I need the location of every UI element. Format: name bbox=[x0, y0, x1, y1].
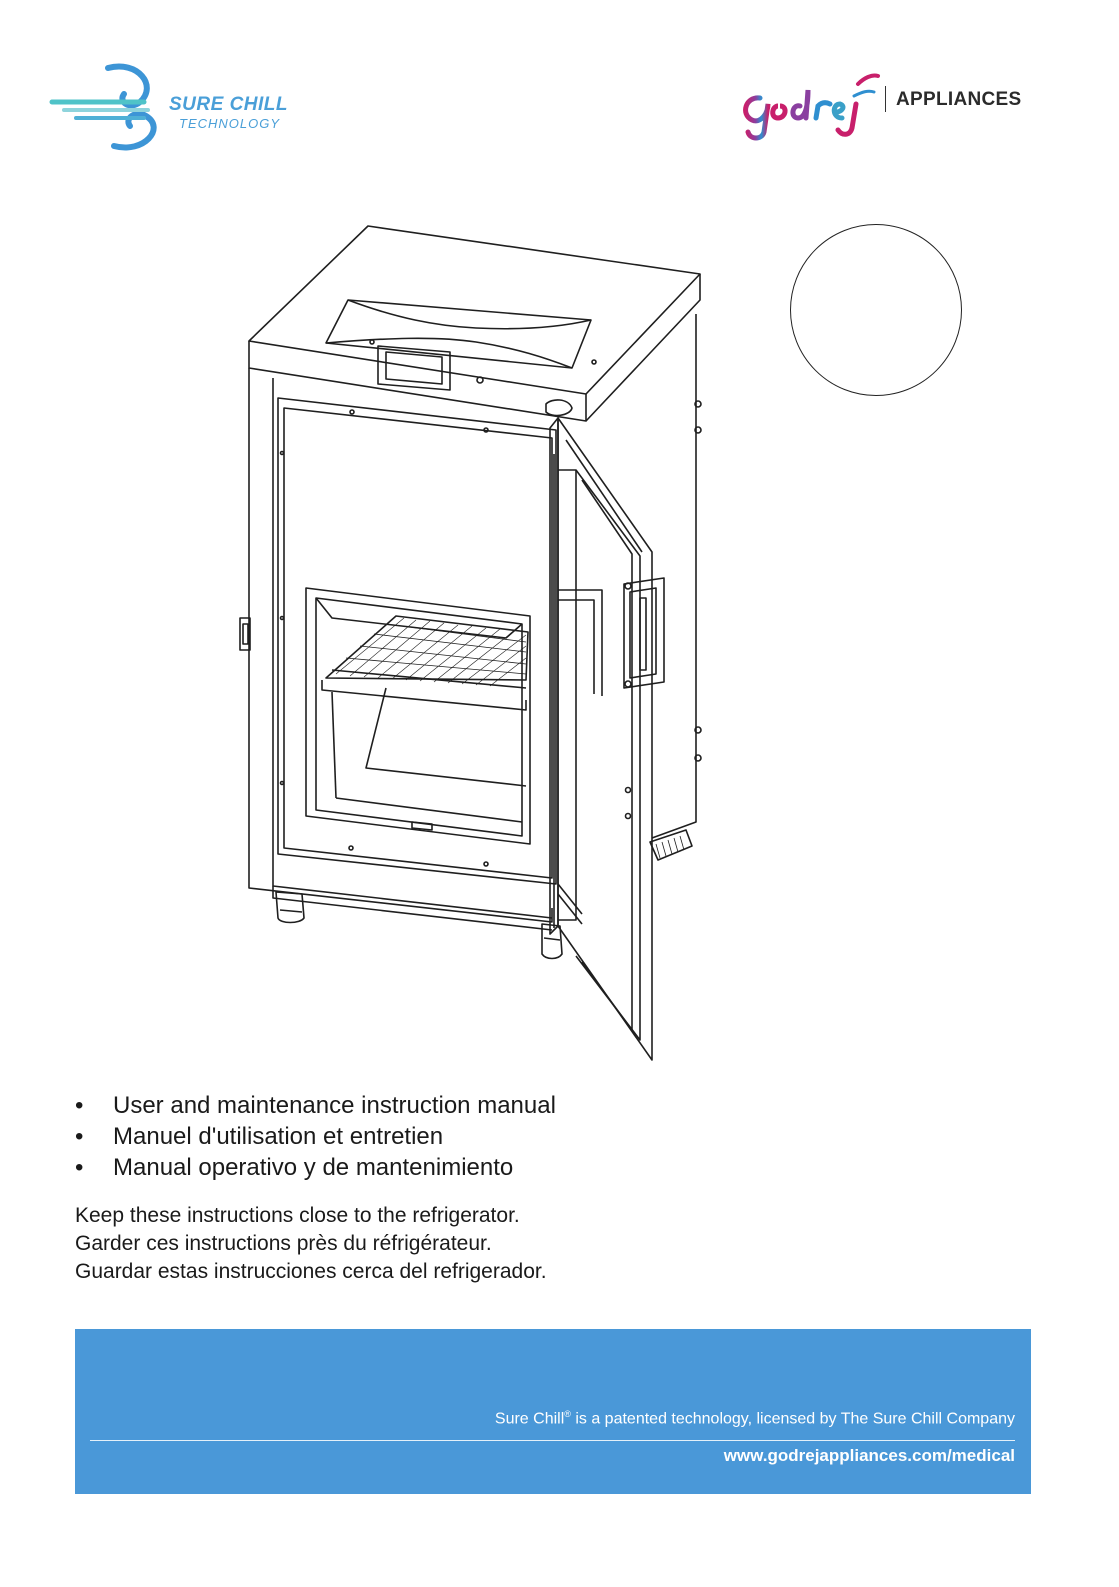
list-item bbox=[75, 1090, 556, 1121]
manual-title-es: Manual operativo y de mantenimiento bbox=[113, 1154, 514, 1181]
patent-notice bbox=[495, 1409, 1015, 1428]
godrej-division-label: APPLIANCES bbox=[896, 89, 1022, 110]
patent-brand: Sure Chill bbox=[494, 1410, 565, 1428]
registered-mark: ® bbox=[564, 1409, 571, 1419]
logo-divider bbox=[885, 86, 886, 112]
list-item bbox=[75, 1121, 556, 1152]
blank-circle-mark bbox=[790, 224, 962, 396]
footer-band bbox=[75, 1329, 1031, 1494]
patent-text: is a patented technology, licensed by The Sure Chill Company bbox=[570, 1410, 1015, 1428]
manual-title-en: User and maintenance instruction manual bbox=[113, 1092, 556, 1119]
surechill-wordmark-line1: SURE CHILL bbox=[169, 94, 288, 115]
surechill-wordmark-line2: TECHNOLOGY bbox=[179, 116, 281, 131]
list-item bbox=[75, 1152, 556, 1183]
keep-instructions-en: Keep these instructions close to the refrigerator. bbox=[75, 1204, 520, 1227]
bullet-icon: • bbox=[75, 1092, 84, 1119]
manual-title-list bbox=[75, 1090, 556, 1183]
bullet-icon: • bbox=[75, 1123, 84, 1150]
godrej-script-logo-icon bbox=[738, 70, 883, 142]
keep-instructions-fr: Garder ces instructions près du réfrigérateur. bbox=[75, 1232, 492, 1255]
keep-instructions-es: Guardar estas instrucciones cerca del refrigerador. bbox=[75, 1260, 547, 1283]
refrigerator-illustration bbox=[236, 218, 716, 1068]
keep-instructions bbox=[75, 1202, 547, 1286]
footer-divider bbox=[90, 1440, 1015, 1441]
website-link[interactable]: www.godrejappliances.com/medical bbox=[723, 1446, 1015, 1465]
manual-title-fr: Manuel d'utilisation et entretien bbox=[113, 1123, 444, 1150]
bullet-icon: • bbox=[75, 1154, 84, 1181]
surechill-swirl-icon bbox=[48, 58, 178, 158]
